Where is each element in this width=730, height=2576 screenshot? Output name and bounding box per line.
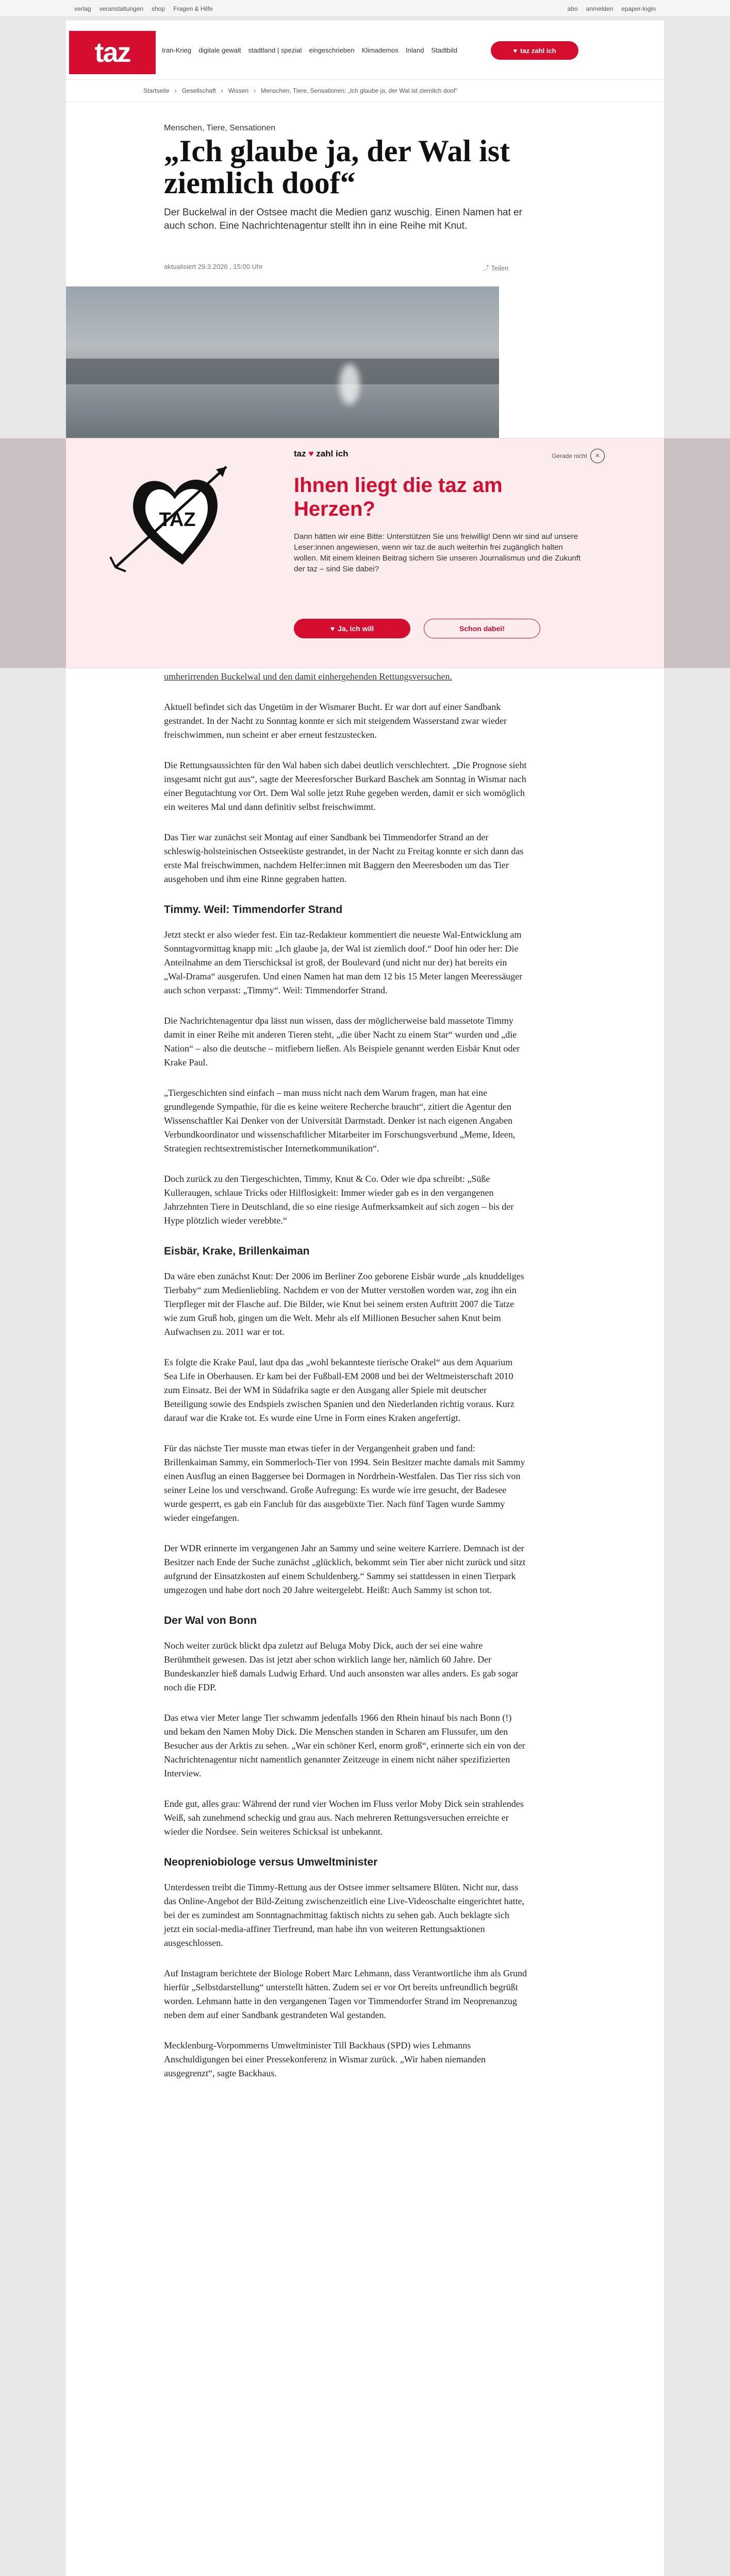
article-paragraph: Auf Instagram berichtete der Biologe Robert Marc Lehmann, dass Verantwortliche ihm als Grund hierfür „Selbstdarstellung“ unterstellt hätten. Zudem sei er vor Ort bereits unfreundlich begrüßt worden. Lehmann hatte in den vergangenen Tagen vor Timmendorfer Strand im Neoprenanzug neben dem auf einer Sandbank gestrandeten Wal gestanden. [164, 1968, 527, 2020]
nav-item-eingeschrieben[interactable]: eingeschrieben [309, 46, 355, 54]
close-label: Gerade nicht [552, 452, 587, 460]
article-paragraph: Unterdessen treibt die Timmy-Rettung aus der Ostsee immer seltsamere Blüten. Nicht nur, dass das Online-Angebot der Bild-Zeitung zwischenzeitlich eine Live-Videoschalte eingerichtet hatte, bei der es zumindest am Sonntagnachmittag faktisch nichts zu sehen gab. Auch beklagte sich jetzt ein social-media-affiner Tierfreund, man habe ihn von weiteren Rettungsaktionen ausgeschlossen. [164, 1882, 525, 1948]
donation-overlay [0, 438, 730, 668]
heart-icon: ♥ [513, 46, 518, 55]
breadcrumb-item-current: Menschen, Tiere, Sensationen: „Ich glaube ja, der Wal ist ziemlich doof“ [261, 87, 458, 94]
page-title: „Ich glaube ja, der Wal ist ziemlich doof“ [164, 134, 510, 200]
top-right-links [568, 5, 656, 12]
overlay-text: Dann hätten wir eine Bitte: Unterstützen Sie uns freiwillig! Denn wir sind auf unsere Leser:innen angewiesen, wenn wir taz.de auch weiterhin frei zugänglich halten wollen. Mit einem kleinen Beitrag sichern Sie unseren Journalismus und die Zukunft der taz – sind Sie dabei? [294, 532, 581, 573]
article-paragraph [164, 670, 527, 684]
breadcrumb-item-gesellschaft[interactable]: Gesellschaft [181, 87, 216, 94]
overlay-yes-button[interactable] [294, 619, 410, 638]
overlay-brand-suffix: zahl ich [316, 449, 349, 459]
breadcrumb-item-wissen[interactable]: Wissen [228, 87, 249, 94]
subheading-neopren: Neopreniobiologe versus Umweltminister [164, 1856, 378, 1868]
share-button[interactable] [483, 263, 508, 273]
close-icon[interactable]: × [590, 449, 605, 463]
top-link-anmelden[interactable]: anmelden [586, 5, 613, 12]
article-paragraph: Für das nächste Tier musste man etwas tiefer in der Vergangenheit graben und fand: Brillenkaiman Sammy, ein Sommerloch-Tier von 1994. Sein Besitzer machte damals mit Sammy einen Ausflug an einen Baggersee bei Dormagen in Nordrhein-Westfalen. Das Tier riss sich von seiner Leine los und verschwand. Große Aufregung: Es wurde wie irre gesucht, der Badesee wurde gesperrt, es gab ein Fanclub für das ausgebüxte Tier. Nach fünf Tagen wurde Sammy wieder eingefangen. [164, 1443, 525, 1523]
subheading-timmy: Timmy. Weil: Timmendorfer Strand [164, 904, 343, 916]
overlay-yes-label: Ja, ich will [338, 624, 374, 633]
article-link[interactable]: umherirrenden Buckelwal und den damit einhergehenden Rettungsversuchen. [164, 671, 452, 682]
hero-image [66, 286, 499, 456]
article-paragraph: Ende gut, alles grau: Während der rund vier Wochen im Fluss verlor Moby Dick sein strahlendes Weiß, sah zunehmend scheckig und grau aus. Nach mehreren Rettungsversuchen erreichte er wieder die Nordsee. Sein weiteres Schicksal ist unbekannt. [164, 1799, 524, 1837]
article-paragraph: Es folgte die Krake Paul, laut dpa das „wohl bekannteste tierische Orakel“ aus dem Aquarium Sea Life in Oberhausen. Er kam bei der Fußball-EM 2008 und bei der Weltmeisterschaft 2010 zum Einsatz. Bei der WM in Südafrika sagte er den Ausgang aller Spiele mit deutscher Beteiligung sowie des Endspiels zwischen Spanien und den Niederlanden richtig voraus. Kurz darauf war die Krake tot. Es wurde eine Urne in Form eines Kraken angefertigt. [164, 1357, 515, 1423]
heart-icon: ♥ [330, 624, 335, 633]
article-paragraph: Doch zurück zu den Tiergeschichten, Timmy, Knut & Co. Oder wie dpa schreibt: „Süße Kulleraugen, schlaue Tricks oder Hilflosigkeit: Immer wieder gab es in den vergangenen Jahrzehnten Tiere in Deutschland, die so eine riesige Aufmerksamkeit auf sich zogen – bis der Hype plötzlich wieder verebbte.“ [164, 1174, 514, 1226]
article-paragraph: Das Tier war zunächst seit Montag auf einer Sandbank bei Timmendorfer Strand an der schleswig-holsteinischen Ostseeküste gestrandet, in der Nacht zu Freitag konnte er sich dann das erste Mal freischwimmen, nachdem Helfer:innen mit Baggern den Meeresboden um das Tier ausgehoben und ihm eine Rinne gegraben hatten. [164, 832, 524, 884]
top-link-veranstaltungen[interactable]: veranstaltungen [99, 5, 144, 12]
nav-item-inland[interactable]: Inland [406, 46, 424, 54]
top-left-links [74, 5, 213, 12]
overlay-close-button[interactable] [552, 449, 605, 463]
nav-item-stadtland[interactable]: stadtland | spezial [248, 46, 302, 54]
article-paragraph: Mecklenburg-Vorpommerns Umweltminister Till Backhaus (SPD) wies Lehmanns Anschuldigungen bei einer Pressekonferenz in Wismar zurück. „Wir haben niemanden ausgegrenzt“, sagte Backhaus. [164, 2040, 486, 2078]
cta-label: taz zahl ich [520, 46, 556, 55]
chevron-right-icon: › [254, 87, 256, 94]
overlay-brand [294, 449, 349, 459]
subheading-eisbaer: Eisbär, Krake, Brillenkaiman [164, 1245, 310, 1257]
nav-item-klimademos[interactable]: Klimademos [361, 46, 399, 54]
overlay-already-button[interactable]: Schon dabei! [424, 619, 540, 638]
chevron-right-icon: › [221, 87, 223, 94]
share-icon: ⤴ [483, 264, 491, 272]
top-link-epaper[interactable]: epaper-login [621, 5, 656, 12]
share-label: Teilen [491, 264, 509, 272]
article-paragraph: Jetzt steckt er also wieder fest. Ein taz-Redakteur kommentiert die neueste Wal-Entwicklung am Sonntagvormittag knapp mit: „Ich glaube ja, der Wal ist ziemlich doof.“ Doof hin oder her: Die Anteilnahme an dem Tierschicksal ist groß, der Boulevard (und nicht nur der) hat bereits ein „Wal-Drama“ ausgerufen. Und einen Namen hat man dem 12 bis 15 Meter langen Meeressäuger auch schon verpasst: „Timmy“. Weil: Timmendorfer Strand. [164, 929, 523, 995]
chevron-right-icon: › [174, 87, 177, 94]
taz-logo[interactable]: taz [69, 31, 156, 74]
article-paragraph: Das etwa vier Meter lange Tier schwamm jedenfalls 1966 den Rhein hinauf bis nach Bonn (!) und bekam den Namen Moby Dick. Die Menschen standen in Scharen am Flussufer, um den Besucher aus der Arktis zu sehen. „War ein schöner Kerl, enorm groß“, erinnerte sich ein von der Nachrichtenagentur nicht namentlich genannter Zeitzeuge in einem nicht näher spezifizierten Interview. [164, 1713, 525, 1778]
site-header [66, 26, 664, 71]
heart-icon: ♥ [308, 449, 314, 459]
article-lead: Der Buckelwal in der Ostsee macht die Medien ganz wuschig. Einen Namen hat er auch schon. Eine Nachrichtenagentur stellt ihn in eine Reihe mit Knut. [164, 207, 522, 231]
heart-arrow-icon [105, 449, 239, 578]
breadcrumb-item-start[interactable]: Startseite [143, 87, 170, 94]
hero-skyline [66, 359, 499, 384]
article-paragraph: Die Nachrichtenagentur dpa lässt nun wissen, dass der möglicherweise bald massetote Timmy damit in einer Reihe mit anderen Tieren steht, „die über Nacht zu einem Star“ wurden und „die Nation“ – also die deutsche – mitfiebern ließen. Als Beispiele genannt werden Eisbär Knut oder Krake Paul. [164, 1015, 520, 1067]
taz-zahl-ich-button[interactable] [491, 41, 578, 60]
nav-item-stadtbild[interactable]: Stadtbild [431, 46, 458, 54]
article-paragraph: Der WDR erinnerte im vergangenen Jahr an Sammy und seine weitere Karriere. Demnach ist der Besitzer nach Ende der Suche zunächst „glücklich, bekommt sein Tier aber nicht zurück und sitzt aufgrund der Einsatzkosten auf einem Schuldenberg.“ Sammy sei stattdessen in einen Tierpark umgezogen und habe dort noch 20 Jahre weitergelebt. Heißt: Auch Sammy ist schon tot. [164, 1543, 526, 1595]
overlay-title: Ihnen liegt die taz am Herzen? [294, 474, 503, 520]
top-utility-bar [0, 0, 730, 17]
article-paragraph: „Tiergeschichten sind einfach – man muss nicht nach dem Warum fragen, man hat eine grundlegende Sympathie, für die es keine weitere Recherche braucht“, zitiert die Agentur den Wissenschaftler Kai Denker von der Universität Darmstadt. Denker ist nach eigenen Angaben Verbundkoordinator und wissenschaftlicher Mitarbeiter im Forschungsverbund „Meme, Ideen, Strategien rechtsextremistischer Internetkommunikation“. [164, 1088, 516, 1154]
article-paragraph: Noch weiter zurück blickt dpa zuletzt auf Beluga Moby Dick, auch der sei eine wahre Berühmtheit gewesen. Das ist jetzt aber schon wirklich lange her, nämlich 60 Jahre. Der Bundeskanzler hieß damals Ludwig Erhard. Und auch ansonsten war alles anders. Es gab sogar noch die FDP. [164, 1640, 519, 1692]
top-link-abo[interactable]: abo [567, 5, 578, 12]
nav-item-digitale-gewalt[interactable]: digitale gewalt [198, 46, 241, 54]
article-paragraph: Da wäre eben zunächst Knut: Der 2006 im Berliner Zoo geborene Eisbär wurde „als knuddeliges Tierbaby“ zum Medienliebling. Nachdem er von der Mutter verstoßen worden war, zog ihn ein Tierpfleger mit der Flasche auf. Die Bilder, wie Knut bei seinem ersten Auftritt 2007 die Tatze wie zum Gruß hob, gingen um die Welt. Mehr als elf Millionen Besucher sahen Knut beim Aufwachsen zu. 2011 war er tot. [164, 1271, 524, 1337]
top-link-verlag[interactable]: verlag [74, 5, 91, 12]
subheading-bonn: Der Wal von Bonn [164, 1615, 257, 1626]
article-body [164, 670, 527, 2097]
top-link-hilfe[interactable]: Fragen & Hilfe [173, 5, 213, 12]
nav-item-iran[interactable]: Iran-Krieg [162, 46, 192, 54]
whale-spout [339, 364, 360, 405]
overlay-side-left [0, 438, 66, 668]
heart-label: TAZ [159, 509, 196, 531]
breadcrumb [66, 79, 664, 102]
main-nav [162, 46, 457, 54]
article-date: aktualisiert 29.3.2026 , 15:00 Uhr [164, 263, 263, 270]
article-paragraph: Die Rettungsaussichten für den Wal haben sich dabei deutlich verschlechtert. „Die Prognose sieht insgesamt nicht gut aus“, sagte der Meeresforscher Burkard Baschek am Sonntag in Wismar nach einer Begutachtung vor Ort. Dem Wal solle jetzt Ruhe gegeben werden, damit er sich womöglich ein weiteres Mal und dann definitiv selbst freischwimmt. [164, 760, 527, 812]
article-paragraph: Aktuell befindet sich das Ungetüm in der Wismarer Bucht. Er war dort auf einer Sandbank gestrandet. In der Nacht zu Sonntag konnte er sich mit steigendem Wasserstand zwar wieder freischwimmen, nun scheint er aber erneut festzustecken. [164, 702, 507, 740]
top-link-shop[interactable]: shop [152, 5, 165, 12]
overlay-side-right [664, 438, 730, 668]
overlay-brand-taz: taz [294, 449, 306, 459]
article-kicker: Menschen, Tiere, Sensationen [164, 124, 276, 132]
